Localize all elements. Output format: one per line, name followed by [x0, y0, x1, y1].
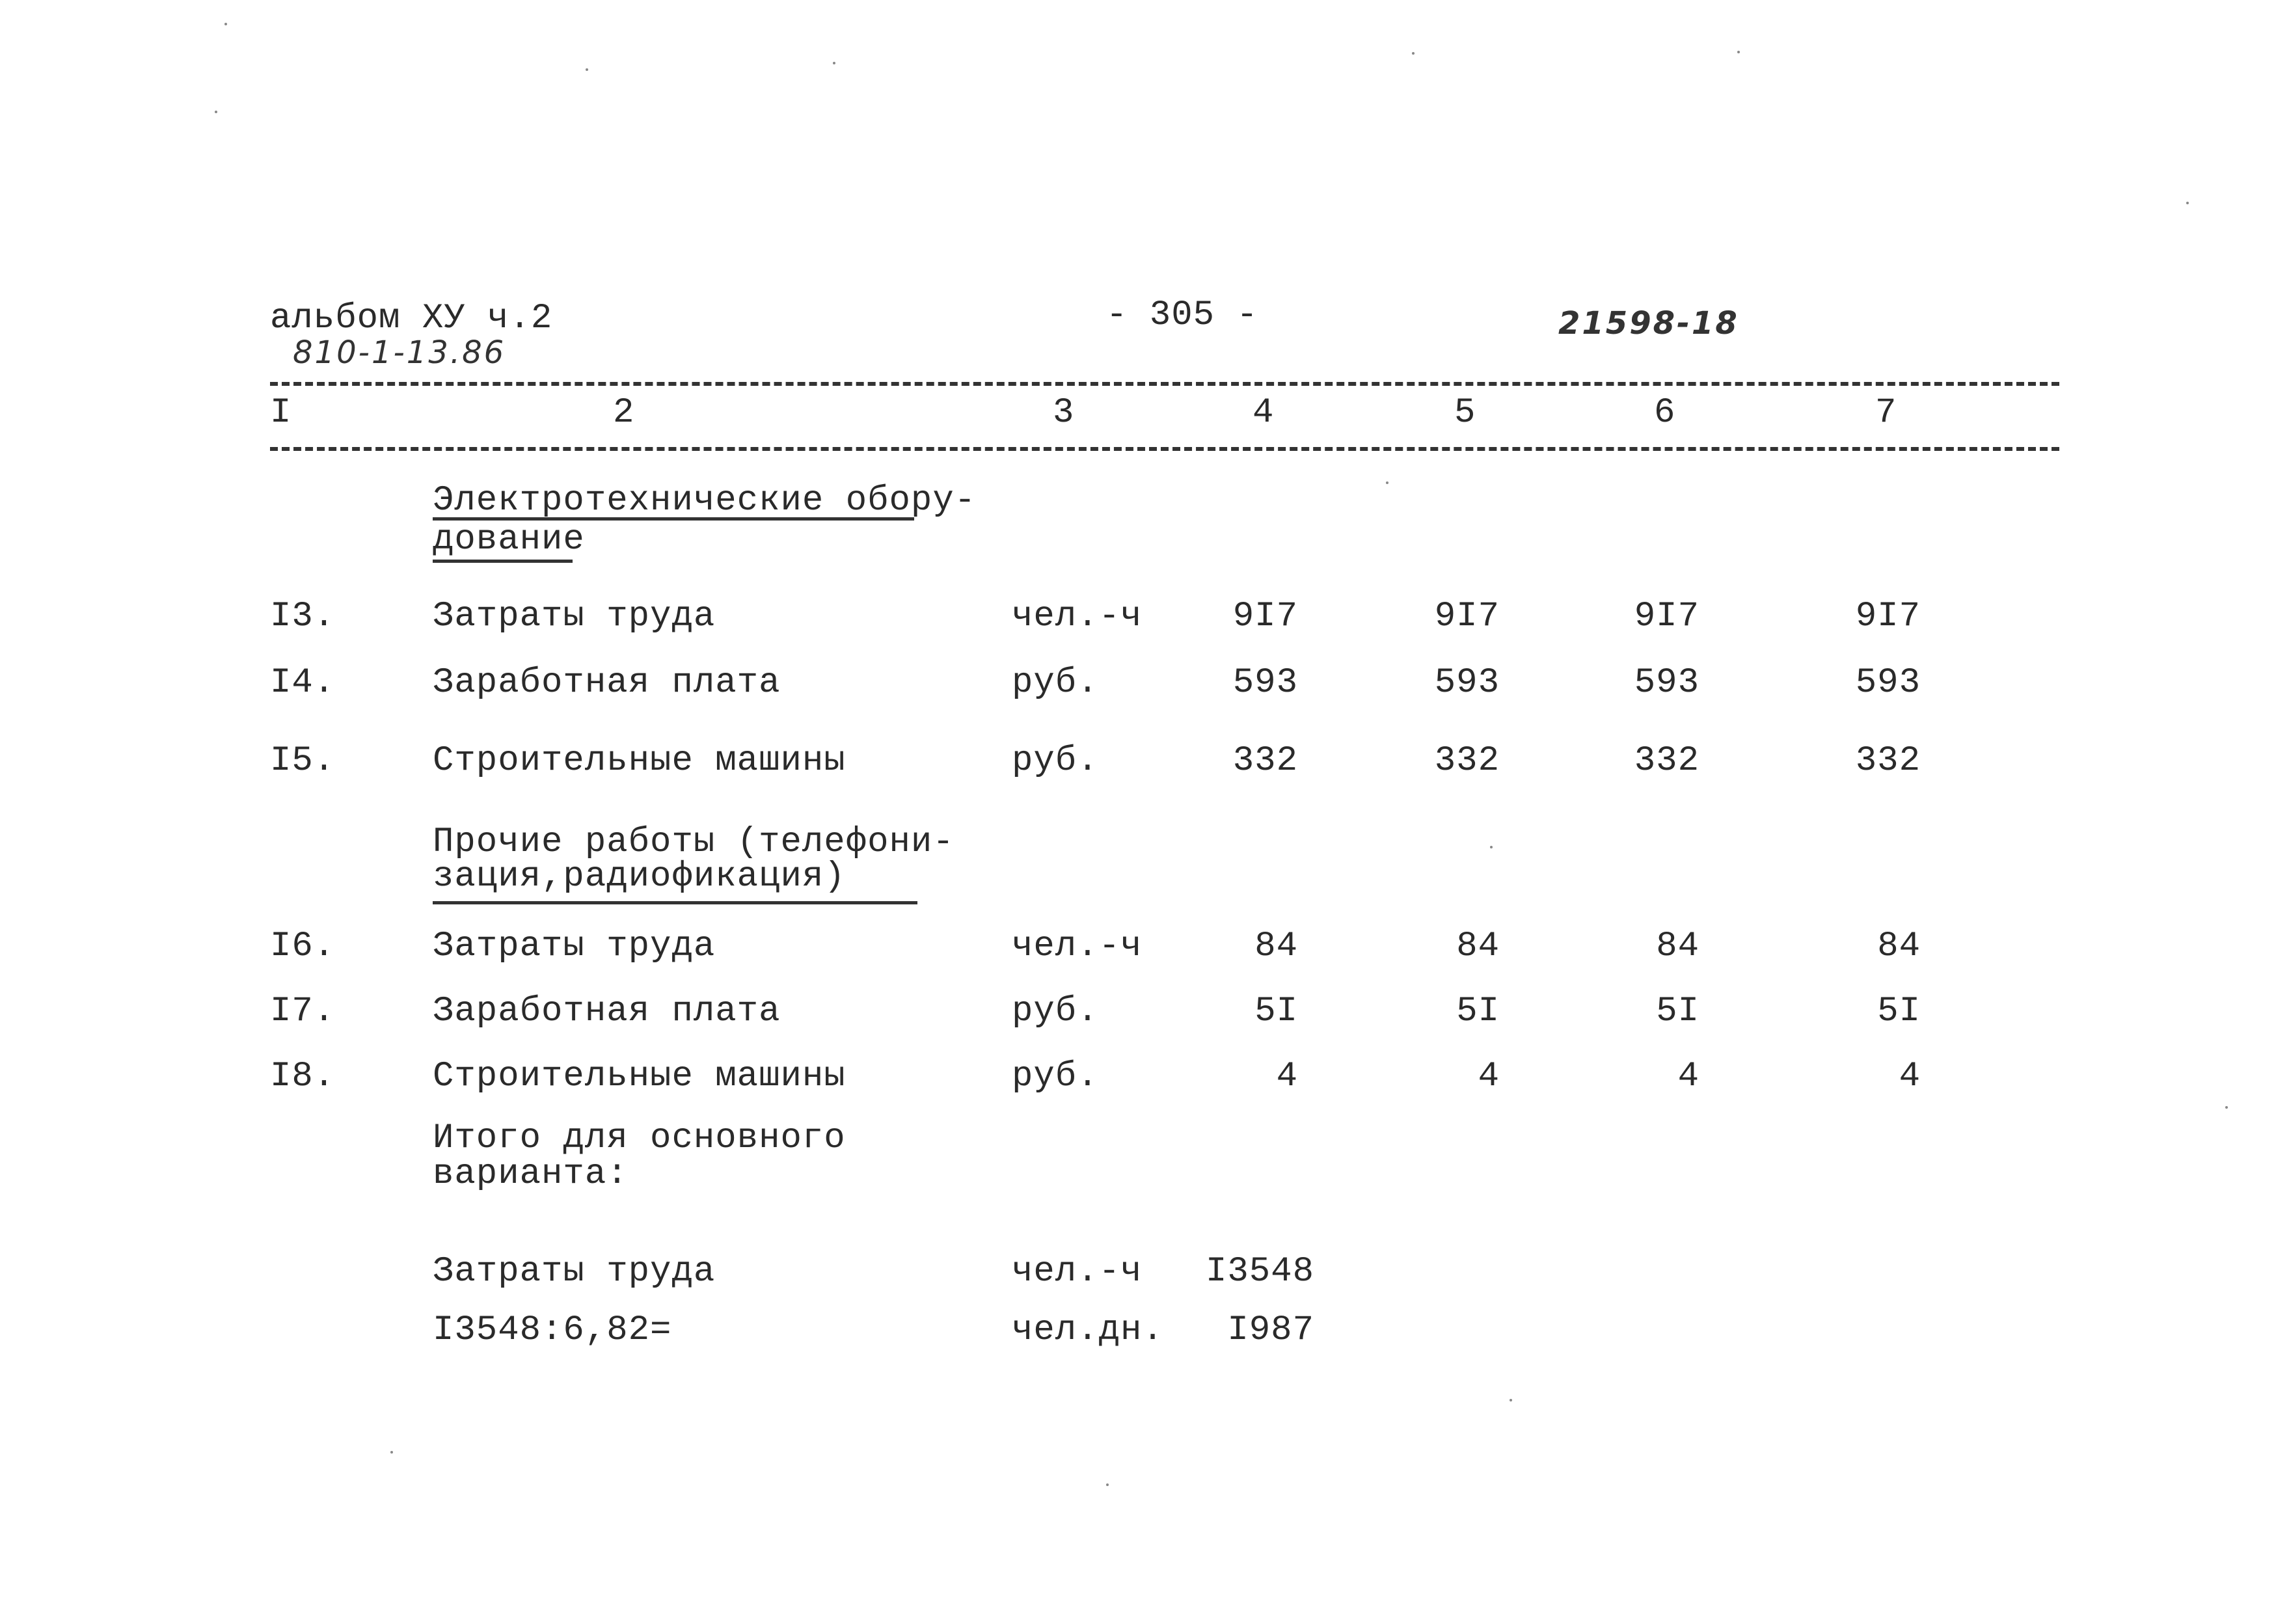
cell-col7: 9I7 [1855, 597, 1921, 636]
cell-col4: 593 [1232, 663, 1298, 703]
section-title-electro-line2: дование [433, 520, 585, 560]
cell-col6: 5I [1656, 992, 1700, 1031]
column-header-4: 4 [1253, 393, 1275, 433]
scan-speck [1737, 51, 1740, 53]
section-title-other-line1: Прочие работы (телефони- [433, 822, 955, 862]
row-unit: руб. [1012, 992, 1099, 1031]
scan-speck [224, 23, 227, 25]
cell-col7: 84 [1877, 927, 1921, 966]
totals-value: I3548 [1205, 1252, 1314, 1292]
cell-col6: 4 [1677, 1057, 1700, 1096]
header-top-rule [270, 382, 2059, 386]
cell-col5: 332 [1434, 741, 1500, 781]
row-unit: руб. [1012, 741, 1099, 781]
scan-speck [1412, 52, 1415, 55]
cell-col6: 9I7 [1634, 597, 1700, 636]
cell-col6: 332 [1634, 741, 1700, 781]
row-number: I5. [270, 741, 336, 781]
row-name: Затраты труда [433, 597, 716, 636]
cell-col7: 5I [1877, 992, 1921, 1031]
row-number: I3. [270, 597, 336, 636]
section-title-other-line2: зация,радиофикация) [433, 857, 846, 897]
document-number-handwritten: 21598-18 [1558, 305, 1739, 342]
totals-name: Затраты труда [433, 1252, 716, 1292]
row-unit: руб. [1012, 663, 1099, 703]
header-bottom-rule [270, 447, 2059, 451]
row-number: I4. [270, 663, 336, 703]
cell-col6: 84 [1656, 927, 1700, 966]
section-title-totals-line1: Итого для основного [433, 1118, 846, 1158]
cell-col5: 4 [1478, 1057, 1500, 1096]
album-label: альбом XУ ч.2 [270, 299, 553, 338]
row-unit: чел.-ч [1012, 597, 1143, 636]
scan-speck [1510, 1399, 1512, 1401]
cell-col5: 84 [1456, 927, 1500, 966]
scan-speck [2225, 1106, 2228, 1109]
scan-speck [390, 1451, 393, 1454]
section-underline [433, 560, 573, 563]
cell-col6: 593 [1634, 663, 1700, 703]
cell-col4: 5I [1254, 992, 1298, 1031]
totals-name: I3548:6,82= [433, 1310, 672, 1350]
cell-col4: 9I7 [1232, 597, 1298, 636]
section-underline [433, 901, 917, 904]
row-number: I7. [270, 992, 336, 1031]
scan-speck [833, 62, 835, 64]
scan-speck [2186, 202, 2189, 204]
column-header-2: 2 [613, 393, 635, 433]
section-title-totals-line2: варианта: [433, 1154, 629, 1194]
row-name: Заработная плата [433, 992, 781, 1031]
scan-speck [1386, 481, 1388, 484]
cell-col7: 593 [1855, 663, 1921, 703]
scan-speck [586, 68, 588, 71]
page-number: - 305 - [1106, 295, 1258, 335]
totals-value: I987 [1227, 1310, 1314, 1350]
column-header-7: 7 [1875, 393, 1897, 433]
scan-speck [1490, 846, 1493, 848]
cell-col4: 84 [1254, 927, 1298, 966]
album-code-handwritten: 810-1-13.86 [293, 334, 506, 371]
totals-unit: чел.-ч [1012, 1252, 1143, 1292]
cell-col4: 332 [1232, 741, 1298, 781]
row-name: Строительные машины [433, 741, 846, 781]
row-name: Заработная плата [433, 663, 781, 703]
column-header-6: 6 [1654, 393, 1676, 433]
cell-col7: 332 [1855, 741, 1921, 781]
scan-speck [215, 111, 217, 113]
cell-col5: 9I7 [1434, 597, 1500, 636]
cell-col5: 593 [1434, 663, 1500, 703]
column-header-1: I [270, 393, 292, 433]
column-header-3: 3 [1053, 393, 1075, 433]
cell-col7: 4 [1899, 1057, 1921, 1096]
section-title-electro-line1: Электротехнические обору- [433, 481, 977, 521]
totals-unit: чел.дн. [1012, 1310, 1164, 1350]
row-name: Строительные машины [433, 1057, 846, 1096]
cell-col4: 4 [1276, 1057, 1298, 1096]
section-underline [433, 517, 914, 521]
row-name: Затраты труда [433, 927, 716, 966]
row-unit: чел.-ч [1012, 927, 1143, 966]
column-header-5: 5 [1454, 393, 1476, 433]
row-number: I8. [270, 1057, 336, 1096]
row-unit: руб. [1012, 1057, 1099, 1096]
scan-speck [1106, 1483, 1109, 1486]
cell-col5: 5I [1456, 992, 1500, 1031]
row-number: I6. [270, 927, 336, 966]
